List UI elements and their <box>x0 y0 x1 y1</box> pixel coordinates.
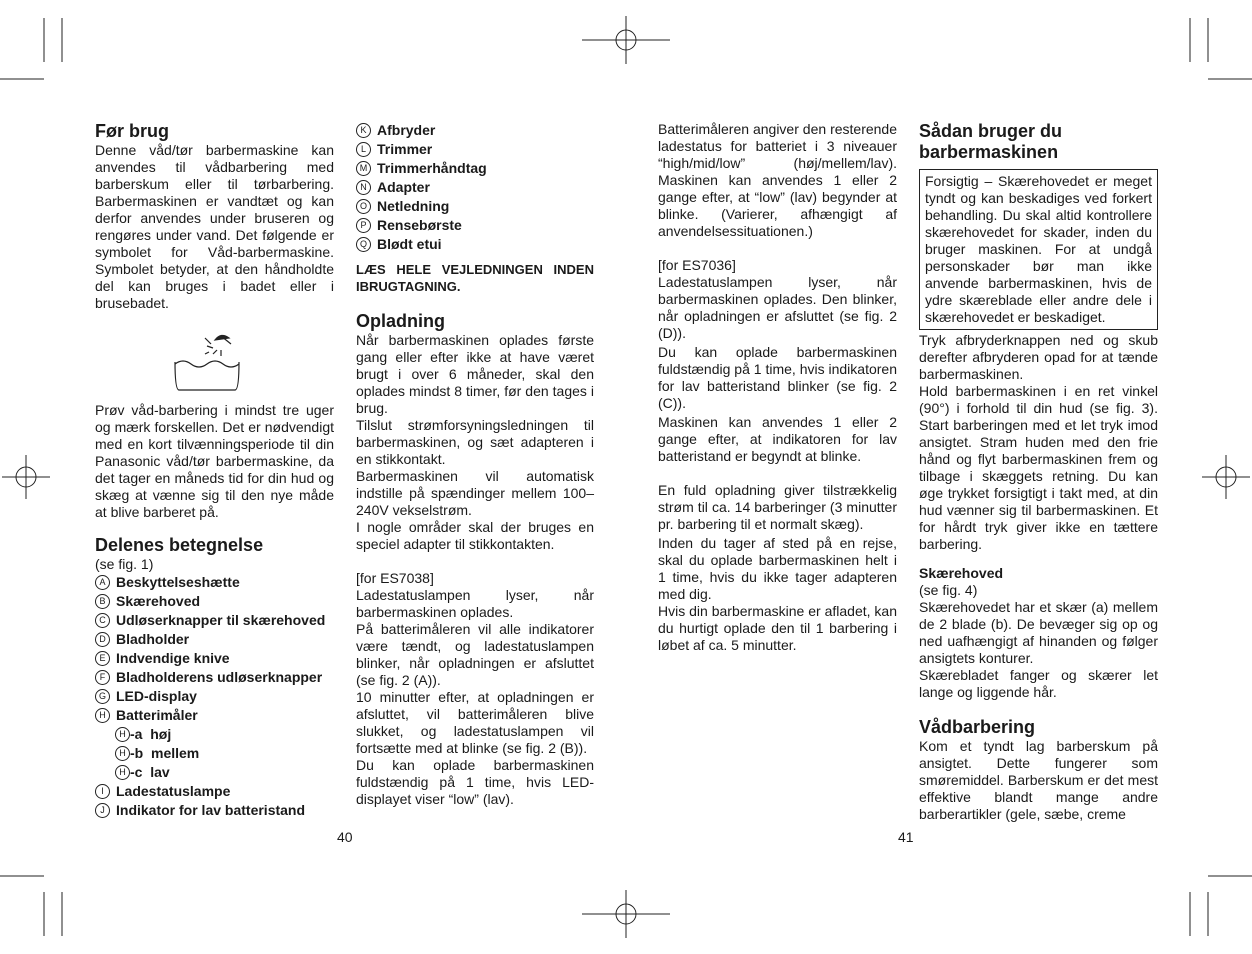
circled-letter: N <box>356 180 371 195</box>
battery-p4: Maskinen kan anvendes 1 eller 2 gange efter, at indikatoren for lav batteristand er begyndt at blinke. <box>658 414 897 464</box>
circled-letter: H <box>115 765 130 780</box>
circled-letter: H <box>115 746 130 761</box>
use-p4: Skærebladet fanger og skærer let lange og liggende hår. <box>919 667 1158 700</box>
part-item <box>356 121 594 140</box>
heading-how-to-use: Sådan bruger du barbermaskinen <box>919 121 1063 162</box>
part-item <box>95 782 334 801</box>
part-label: -a høj <box>130 726 172 742</box>
part-label: -b mellem <box>130 745 200 761</box>
circled-letter: H <box>95 708 110 723</box>
part-item <box>95 668 334 687</box>
use-p2: Hold barbermaskinen i en ret vinkel (90°) i forhold til din hud (se fig. 3). Start barberingen med et let tryk imod ansigtet. Stram huden med den frie hånd og flyt barbermaskinen frem og tilbage i skæggets retning. Du kan øge trykket forsigtigt i takt med, at din hud vænner sig til barbermaskinen. Et for hårdt tryk giver ikke en tættere barbering. <box>919 383 1158 552</box>
column-3 <box>658 121 897 654</box>
charging-p1: Når barbermaskinen oplades første gang eller efter ikke at have været brugt i over 6 måneder, skal den oplades mindst 8 timer, før den tages i brug. <box>356 332 594 416</box>
circled-letter: F <box>95 670 110 685</box>
see-fig-4: (se fig. 4) <box>919 582 978 598</box>
part-label: Skærehoved <box>116 593 201 609</box>
intro-text: Denne våd/tør barbermaskine kan anvendes til vådbarbering med barberskum eller til tørbarbering. Barbermaskinen er vandtæt og kan derfor anvendes under bruseren og rengøres under vand. Det følgende er symbolet for Våd-barbermaskine. Symbolet betyder, at den håndholdte del kan bruges i badet eller i brusebadet. <box>95 142 334 311</box>
charging-p3: Barbermaskinen vil automatisk indstille på spændinger mellem 100–240V vekselstrøm. <box>356 468 594 518</box>
parts-list <box>95 573 334 820</box>
subpart-item <box>95 763 334 782</box>
part-label: Afbryder <box>377 122 436 138</box>
part-label: Blødt etui <box>377 236 442 252</box>
part-label: Rensebørste <box>377 217 462 233</box>
part-item <box>356 140 594 159</box>
part-label: Bladholderens udløserknapper <box>116 669 323 685</box>
part-label: Batterimåler <box>116 707 198 723</box>
charging-p6: På batterimåleren vil alle indikatorer være tændt, og ladestatuslampen blinker, når opladningen er afsluttet (se fig. 2 (A)). <box>356 621 594 688</box>
caution-text: Forsigtig – Skærehovedet er meget tyndt og kan beskadiges ved forkert behandling. Du skal altid kontrollere skærehovedet for skader, inden du bruger maskinen. For at undgå personskader bør man ikke anvende barbermaskinen, hvis de ydre skæreblade eller andre dele i skærehovedet er beskadiget. <box>925 173 1152 325</box>
part-item <box>95 573 334 592</box>
page-number-left: 40 <box>337 829 353 845</box>
caution-box <box>919 169 1158 330</box>
subheading-cutting-head: Skærehoved <box>919 565 1004 581</box>
battery-p1: Batterimåleren angiver den resterende ladestatus for batteriet i 3 niveauer “high/mid/low” (høj/mellem/lav). Maskinen kan anvendes 1 eller 2 gange efter, at “low” (lav) begynder at blinke. (Varierer, afhængigt af anvendelsessituationen.) <box>658 121 897 239</box>
circled-letter: A <box>95 575 110 590</box>
battery-p6: Inden du tager af sted på en rejse, skal du oplade barbermaskinen helt i 1 time, hvis du ikke tager adapteren med dig. <box>658 535 897 602</box>
circled-letter: Q <box>356 237 371 252</box>
subpart-item <box>95 744 334 763</box>
heading-wet-shaving: Vådbarbering <box>919 717 1036 737</box>
part-label: Adapter <box>377 179 430 195</box>
part-label: LED-display <box>116 688 197 704</box>
circled-letter: J <box>95 803 110 818</box>
charging-p5: Ladestatuslampen lyser, når barbermaskinen oplades. <box>356 587 594 620</box>
use-p1: Tryk afbryderknappen ned og skub derefter afbryderen opad for at tænde barbermaskinen. <box>919 332 1158 382</box>
part-item <box>95 630 334 649</box>
part-label: Indikator for lav batteristand <box>116 802 306 818</box>
part-item <box>356 216 594 235</box>
charging-p2: Tilslut strømforsyningsledningen til barbermaskinen, og sæt adapteren i en stikkontakt. <box>356 417 594 467</box>
parts-list-continued <box>356 121 594 254</box>
circled-letter: C <box>95 613 110 628</box>
circled-letter: E <box>95 651 110 666</box>
part-label: Beskyttelseshætte <box>116 574 240 590</box>
part-item <box>356 178 594 197</box>
circled-letter: M <box>356 161 371 176</box>
shower-icon <box>171 330 243 392</box>
see-fig-1: (se fig. 1) <box>95 556 154 572</box>
heading-parts: Delenes betegnelse <box>95 535 264 555</box>
part-item <box>95 801 334 820</box>
column-4 <box>919 121 1158 823</box>
part-item <box>95 706 334 725</box>
part-label: -c lav <box>130 764 170 780</box>
use-p5: Kom et tyndt lag barberskum på ansigtet. Dette fungerer som smøremiddel. Barberskum er det mest effektive blandt mange andre barberartikler (gele, sæbe, creme <box>919 738 1158 822</box>
part-item <box>356 197 594 216</box>
column-2 <box>356 121 594 808</box>
part-item <box>356 159 594 178</box>
part-label: Udløserknapper til skærehoved <box>116 612 326 628</box>
part-label: Bladholder <box>116 631 190 647</box>
model-es7038: [for ES7038] <box>356 570 434 586</box>
circled-letter: P <box>356 218 371 233</box>
heading-charging: Opladning <box>356 311 445 331</box>
part-item <box>95 649 334 668</box>
model-es7036: [for ES7036] <box>658 257 736 273</box>
part-item <box>95 687 334 706</box>
part-label: Ladestatuslampe <box>116 783 231 799</box>
circled-letter: G <box>95 689 110 704</box>
wet-shaving-symbol <box>171 330 243 392</box>
try-text: Prøv våd-barbering i mindst tre uger og mærk forskellen. Det er nødvendigt med en kort tilvænningsperiode til din Panasonic våd/tør barbermaskine, da det tager en måneds tid for din hud og skæg at vænne sig til den nye måde at blive barberet på. <box>95 402 334 520</box>
read-all-notice: LÆS HELE VEJLEDNINGEN INDEN IBRUGTAGNING. <box>356 262 594 294</box>
battery-p2: Ladestatuslampen lyser, når barbermaskinen oplades. Den blinker, når opladningen er afsluttet (se fig. 2 (D)). <box>658 274 897 341</box>
subpart-item <box>95 725 334 744</box>
part-label: Netledning <box>377 198 450 214</box>
circled-letter: O <box>356 199 371 214</box>
part-item <box>95 592 334 611</box>
circled-letter: D <box>95 632 110 647</box>
column-1 <box>95 121 334 820</box>
part-label: Trimmerhåndtag <box>377 160 487 176</box>
part-item <box>95 611 334 630</box>
use-p3: Skærehovedet har et skær (a) mellem de 2 blade (b). De bevæger sig op og ned uafhængigt af hinanden og følger ansigtets konturer. <box>919 599 1158 666</box>
circled-letter: L <box>356 142 371 157</box>
circled-letter: B <box>95 594 110 609</box>
charging-p4: I nogle områder skal der bruges en speciel adapter til stikkontakten. <box>356 519 594 552</box>
heading-before-use: Før brug <box>95 121 169 141</box>
battery-p3: Du kan oplade barbermaskinen fuldstændig på 1 time, hvis indikatoren for lav batteristand blinker (se fig. 2 (C)). <box>658 344 897 411</box>
charging-p8: Du kan oplade barbermaskinen fuldstændig på 1 time, hvis LED-displayet viser “low” (lav). <box>356 757 594 807</box>
part-item <box>356 235 594 254</box>
charging-p7: 10 minutter efter, at opladningen er afsluttet, vil batterimåleren blive slukket, og ladestatuslampen vil fortsætte med at blinke (se fig. 2 (B)). <box>356 689 594 756</box>
circled-letter: I <box>95 784 110 799</box>
part-label: Indvendige knive <box>116 650 230 666</box>
page-number-right: 41 <box>898 829 914 845</box>
part-label: Trimmer <box>377 141 433 157</box>
battery-p7: Hvis din barbermaskine er afladet, kan du hurtigt oplade den til 1 barbering i løbet af ca. 5 minutter. <box>658 603 897 653</box>
circled-letter: K <box>356 123 371 138</box>
battery-p5: En fuld opladning giver tilstrækkelig strøm til ca. 14 barberinger (3 minutter pr. barbering til et normalt skæg). <box>658 482 897 532</box>
circled-letter: H <box>115 727 130 742</box>
